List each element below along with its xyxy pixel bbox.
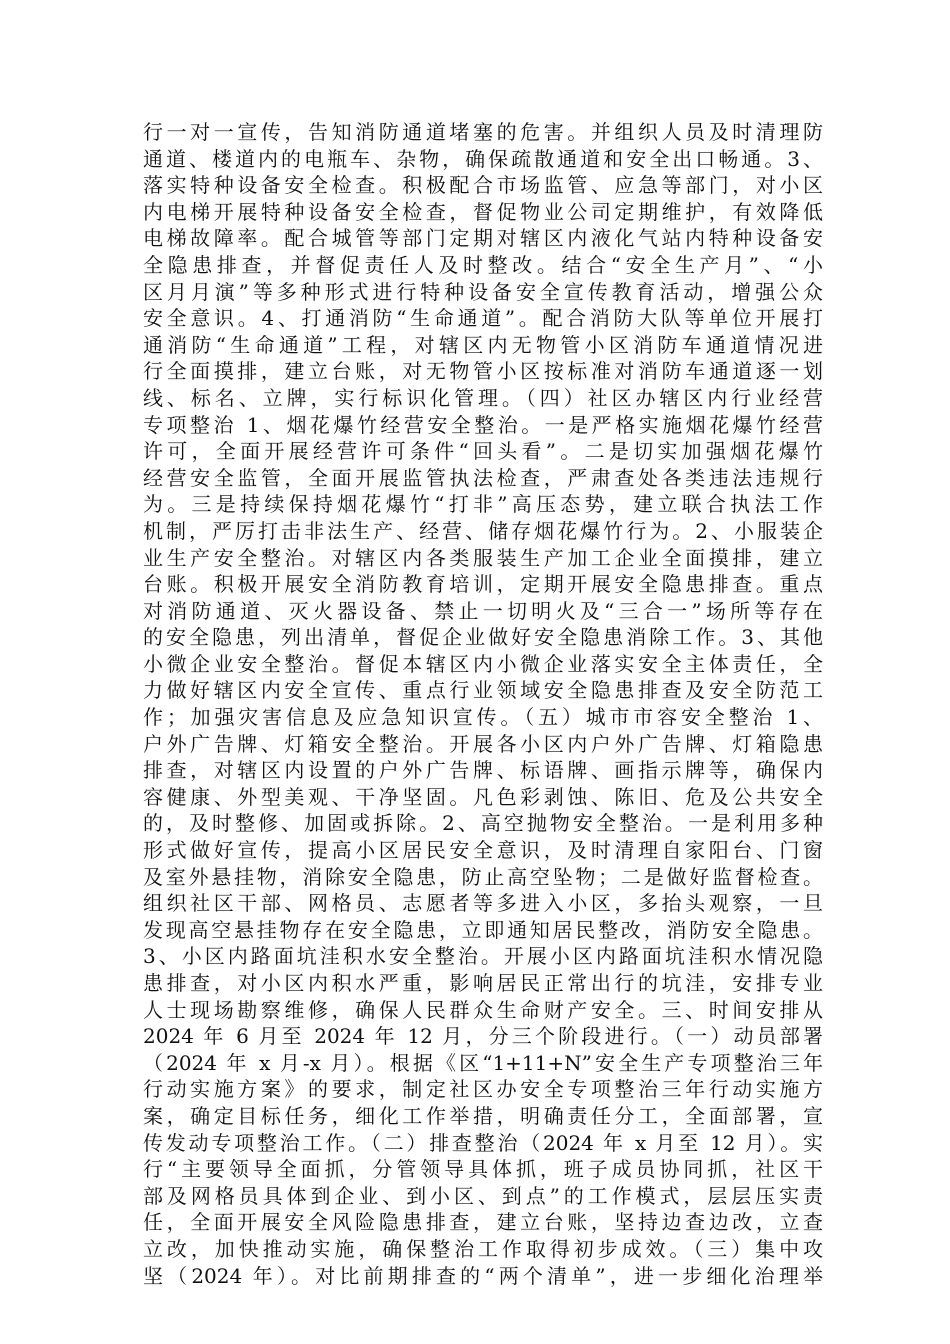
- text-line: 2024 年 6 月至 2024 年 12 月，分三个阶段进行。（一）动员部署: [143, 1024, 823, 1049]
- text-line: 的，及时整修、加固或拆除。2、高空抛物安全整治。一是利用多种: [143, 811, 823, 836]
- text-line: 作；加强灾害信息及应急知识宣传。（五）城市市容安全整治 1、: [143, 705, 823, 730]
- text-line: 台账。积极开展安全消防教育培训，定期开展安全隐患排查。重点: [143, 572, 823, 597]
- text-line: 线、标名、立牌，实行标识化管理。（四）社区办辖区内行业经营: [143, 385, 823, 410]
- text-line: 专项整治 1、烟花爆竹经营安全整治。一是严格实施烟花爆竹经营: [143, 412, 823, 437]
- text-line: 小微企业安全整治。督促本辖区内小微企业落实安全主体责任，全: [143, 651, 823, 676]
- text-line: 人士现场勘察维修，确保人民群众生命财产安全。三、时间安排从: [143, 997, 823, 1022]
- text-line: 任，全面开展安全风险隐患排查，建立台账，坚持边查边改，立查: [143, 1210, 823, 1235]
- text-line: 的安全隐患，列出清单，督促企业做好安全隐患消除工作。3、其他: [143, 625, 823, 650]
- text-line: 电梯故障率。配合城管等部门定期对辖区内液化气站内特种设备安: [143, 226, 823, 251]
- text-line: 行“主要领导全面抓，分管领导具体抓，班子成员协同抓，社区干: [143, 1157, 823, 1182]
- text-line: 户外广告牌、灯箱安全整治。开展各小区内户外广告牌、灯箱隐患: [143, 731, 823, 756]
- text-line: （2024 年 x 月-x 月）。根据《区“1+11+N”安全生产专项整治三年: [143, 1050, 823, 1075]
- text-line: 区月月演”等多种形式进行特种设备安全宣传教育活动，增强公众: [143, 279, 823, 304]
- text-line: 3、小区内路面坑洼积水安全整治。开展小区内路面坑洼积水情况隐: [143, 944, 823, 969]
- text-line: 案，确定目标任务，细化工作举措，明确责任分工，全面部署，宣: [143, 1103, 823, 1128]
- text-line: 内电梯开展特种设备安全检查，督促物业公司定期维护，有效降低: [143, 199, 823, 224]
- text-line: 排查，对辖区内设置的户外广告牌、标语牌、画指示牌等，确保内: [143, 758, 823, 783]
- text-line: 许可，全面开展经营许可条件“回头看”。二是切实加强烟花爆竹: [143, 439, 823, 464]
- text-line: 安全意识。4、打通消防“生命通道”。配合消防大队等单位开展打: [143, 306, 823, 331]
- text-line: 组织社区干部、网格员、志愿者等多进入小区，多抬头观察，一旦: [143, 891, 823, 916]
- text-line: 通道、楼道内的电瓶车、杂物，确保疏散通道和安全出口畅通。3、: [143, 146, 823, 171]
- text-line: 通消防“生命通道”工程，对辖区内无物管小区消防车通道情况进: [143, 332, 823, 357]
- text-line: 传发动专项整治工作。（二）排查整治（2024 年 x 月至 12 月）。实: [143, 1130, 823, 1155]
- text-line: 落实特种设备安全检查。积极配合市场监管、应急等部门，对小区: [143, 173, 823, 198]
- text-line: 对消防通道、灭火器设备、禁止一切明火及“三合一”场所等存在: [143, 598, 823, 623]
- text-line: 全隐患排查，并督促责任人及时整改。结合“安全生产月”、“小: [143, 252, 823, 277]
- text-line: 部及网格员具体到企业、到小区、到点”的工作模式，层层压实责: [143, 1183, 823, 1208]
- text-line: 行动实施方案》的要求，制定社区办安全专项整治三年行动实施方: [143, 1077, 823, 1102]
- text-line: 机制，严厉打击非法生产、经营、储存烟花爆竹行为。2、小服装企: [143, 518, 823, 543]
- document-body-text: [143, 119, 823, 1289]
- text-line: 发现高空悬挂物存在安全隐患，立即通知居民整改，消防安全隐患。: [143, 917, 823, 942]
- text-line: 立改，加快推动实施，确保整治工作取得初步成效。（三）集中攻: [143, 1236, 823, 1261]
- text-line: 力做好辖区内安全宣传、重点行业领域安全隐患排查及安全防范工: [143, 678, 823, 703]
- text-line: 为。三是持续保持烟花爆竹“打非”高压态势，建立联合执法工作: [143, 492, 823, 517]
- text-line: 行一对一宣传，告知消防通道堵塞的危害。并组织人员及时清理防: [143, 120, 823, 144]
- text-line: 经营安全监管，全面开展监管执法检查，严肃查处各类违法违规行: [143, 465, 823, 490]
- text-line: 患排查，对小区内积水严重，影响居民正常出行的坑洼，安排专业: [143, 971, 823, 995]
- text-line: 形式做好宣传，提高小区居民安全意识，及时清理自家阳台、门窗: [143, 838, 823, 863]
- text-line: 坚（2024 年）。对比前期排查的“两个清单”，进一步细化治理举: [143, 1263, 823, 1288]
- text-line: 业生产安全整治。对辖区内各类服装生产加工企业全面摸排，建立: [143, 545, 823, 570]
- text-line: 行全面摸排，建立台账，对无物管小区按标准对消防车通道逐一划: [143, 359, 823, 384]
- text-line: 容健康、外型美观、干净坚固。凡色彩剥蚀、陈旧、危及公共安全: [143, 784, 823, 809]
- text-line: 及室外悬挂物，消除安全隐患，防止高空坠物；二是做好监督检查。: [143, 864, 823, 889]
